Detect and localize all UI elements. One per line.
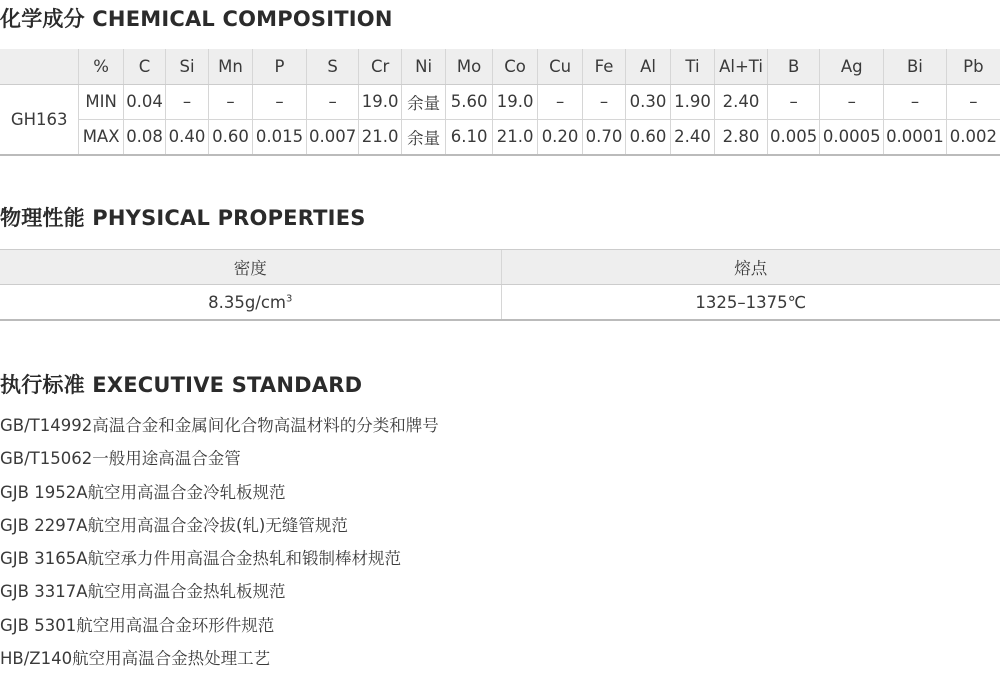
phys-value-row: [0, 285, 1000, 321]
chem-header-cell: C: [123, 49, 165, 84]
standard-item: GB/T15062一般用途高温合金管: [0, 449, 241, 469]
chemical-composition-heading: 化学成分 CHEMICAL COMPOSITION: [0, 7, 393, 31]
chem-cell: 0.04: [123, 84, 165, 119]
chem-header-cell: Ag: [820, 49, 884, 84]
density-header: 密度: [0, 250, 501, 285]
chem-cell: –: [253, 84, 307, 119]
chem-header-blank: [0, 49, 79, 84]
chem-cell: 0.70: [582, 119, 625, 155]
chem-cell: 0.0005: [820, 119, 884, 155]
chem-header-cell: Al+Ti: [715, 49, 768, 84]
chem-cell: –: [582, 84, 625, 119]
chem-cell: 19.0: [492, 84, 538, 119]
chem-cell: 余量: [401, 119, 445, 155]
chem-cell: 0.60: [626, 119, 670, 155]
chem-cell: 0.60: [208, 119, 252, 155]
density-exponent: 3: [286, 293, 293, 304]
chem-cell: MAX: [79, 119, 123, 155]
chem-cell: 0.08: [123, 119, 165, 155]
chem-cell: 0.015: [253, 119, 307, 155]
grade-cell: GH163: [0, 84, 79, 155]
standard-item: GJB 3317A航空用高温合金热轧板规范: [0, 582, 286, 602]
phys-header-row: [0, 250, 1000, 285]
chem-header-cell: Ni: [401, 49, 445, 84]
chem-cell: 0.40: [166, 119, 208, 155]
chem-cell: –: [767, 84, 820, 119]
standard-item: GJB 1952A航空用高温合金冷轧板规范: [0, 482, 286, 502]
chem-header-cell: Co: [492, 49, 538, 84]
chem-header-cell: Mo: [446, 49, 493, 84]
chem-cell: 21.0: [492, 119, 538, 155]
standard-item: GJB 3165A航空承力件用高温合金热轧和锻制棒材规范: [0, 549, 401, 569]
chem-header-cell: Fe: [582, 49, 625, 84]
chem-cell: –: [820, 84, 884, 119]
chem-header-cell: B: [767, 49, 820, 84]
chem-cell: 2.40: [715, 84, 768, 119]
chem-cell: 0.0001: [884, 119, 947, 155]
chem-cell: 0.20: [538, 119, 582, 155]
physical-properties-table: [0, 249, 1000, 321]
chem-cell: 2.40: [670, 119, 714, 155]
chem-cell: 0.005: [767, 119, 820, 155]
executive-standard-heading: 执行标准 EXECUTIVE STANDARD: [0, 373, 363, 397]
chem-header-cell: Mn: [208, 49, 252, 84]
chem-cell: –: [946, 84, 1000, 119]
chem-cell: 2.80: [715, 119, 768, 155]
chem-cell: –: [884, 84, 947, 119]
chem-header-cell: Cr: [359, 49, 401, 84]
chem-min-row: [0, 84, 1000, 119]
standard-item: HB/Z140航空用高温合金热处理工艺: [0, 649, 271, 669]
chem-header-cell: Bi: [884, 49, 947, 84]
chem-cell: –: [208, 84, 252, 119]
chem-cell: –: [166, 84, 208, 119]
chem-cell: MIN: [79, 84, 123, 119]
chem-header-cell: Pb: [946, 49, 1000, 84]
standard-item: GJB 5301航空用高温合金环形件规范: [0, 615, 275, 635]
physical-properties-heading: 物理性能 PHYSICAL PROPERTIES: [0, 206, 366, 230]
chem-cell: 21.0: [359, 119, 401, 155]
chem-header-cell: Si: [166, 49, 208, 84]
chem-cell: 0.30: [626, 84, 670, 119]
chem-cell: 5.60: [446, 84, 493, 119]
chem-cell: –: [306, 84, 359, 119]
chem-header-cell: Al: [626, 49, 670, 84]
chem-cell: 余量: [401, 84, 445, 119]
chem-header-cell: Ti: [670, 49, 714, 84]
density-text: 8.35g/cm: [208, 292, 287, 312]
chem-header-row: [0, 49, 1000, 84]
chem-header-cell: Cu: [538, 49, 582, 84]
standard-item: GJB 2297A航空用高温合金冷拔(轧)无缝管规范: [0, 515, 348, 535]
standard-item: GB/T14992高温合金和金属间化合物高温材料的分类和牌号: [0, 416, 439, 435]
chem-cell: 0.002: [946, 119, 1000, 155]
standards-list: [0, 409, 439, 675]
chem-cell: 1.90: [670, 84, 714, 119]
chem-header-cell: S: [306, 49, 359, 84]
chem-max-row: [0, 119, 1000, 155]
chemical-composition-table: [0, 49, 1000, 156]
chem-header-cell: P: [253, 49, 307, 84]
chem-cell: 0.007: [306, 119, 359, 155]
melting-point-value: 1325–1375℃: [501, 285, 1000, 321]
chem-header-cell: %: [79, 49, 123, 84]
chem-cell: 6.10: [446, 119, 493, 155]
chem-cell: 19.0: [359, 84, 401, 119]
chem-cell: –: [538, 84, 582, 119]
density-value: [0, 285, 501, 321]
melting-point-header: 熔点: [501, 250, 1000, 285]
